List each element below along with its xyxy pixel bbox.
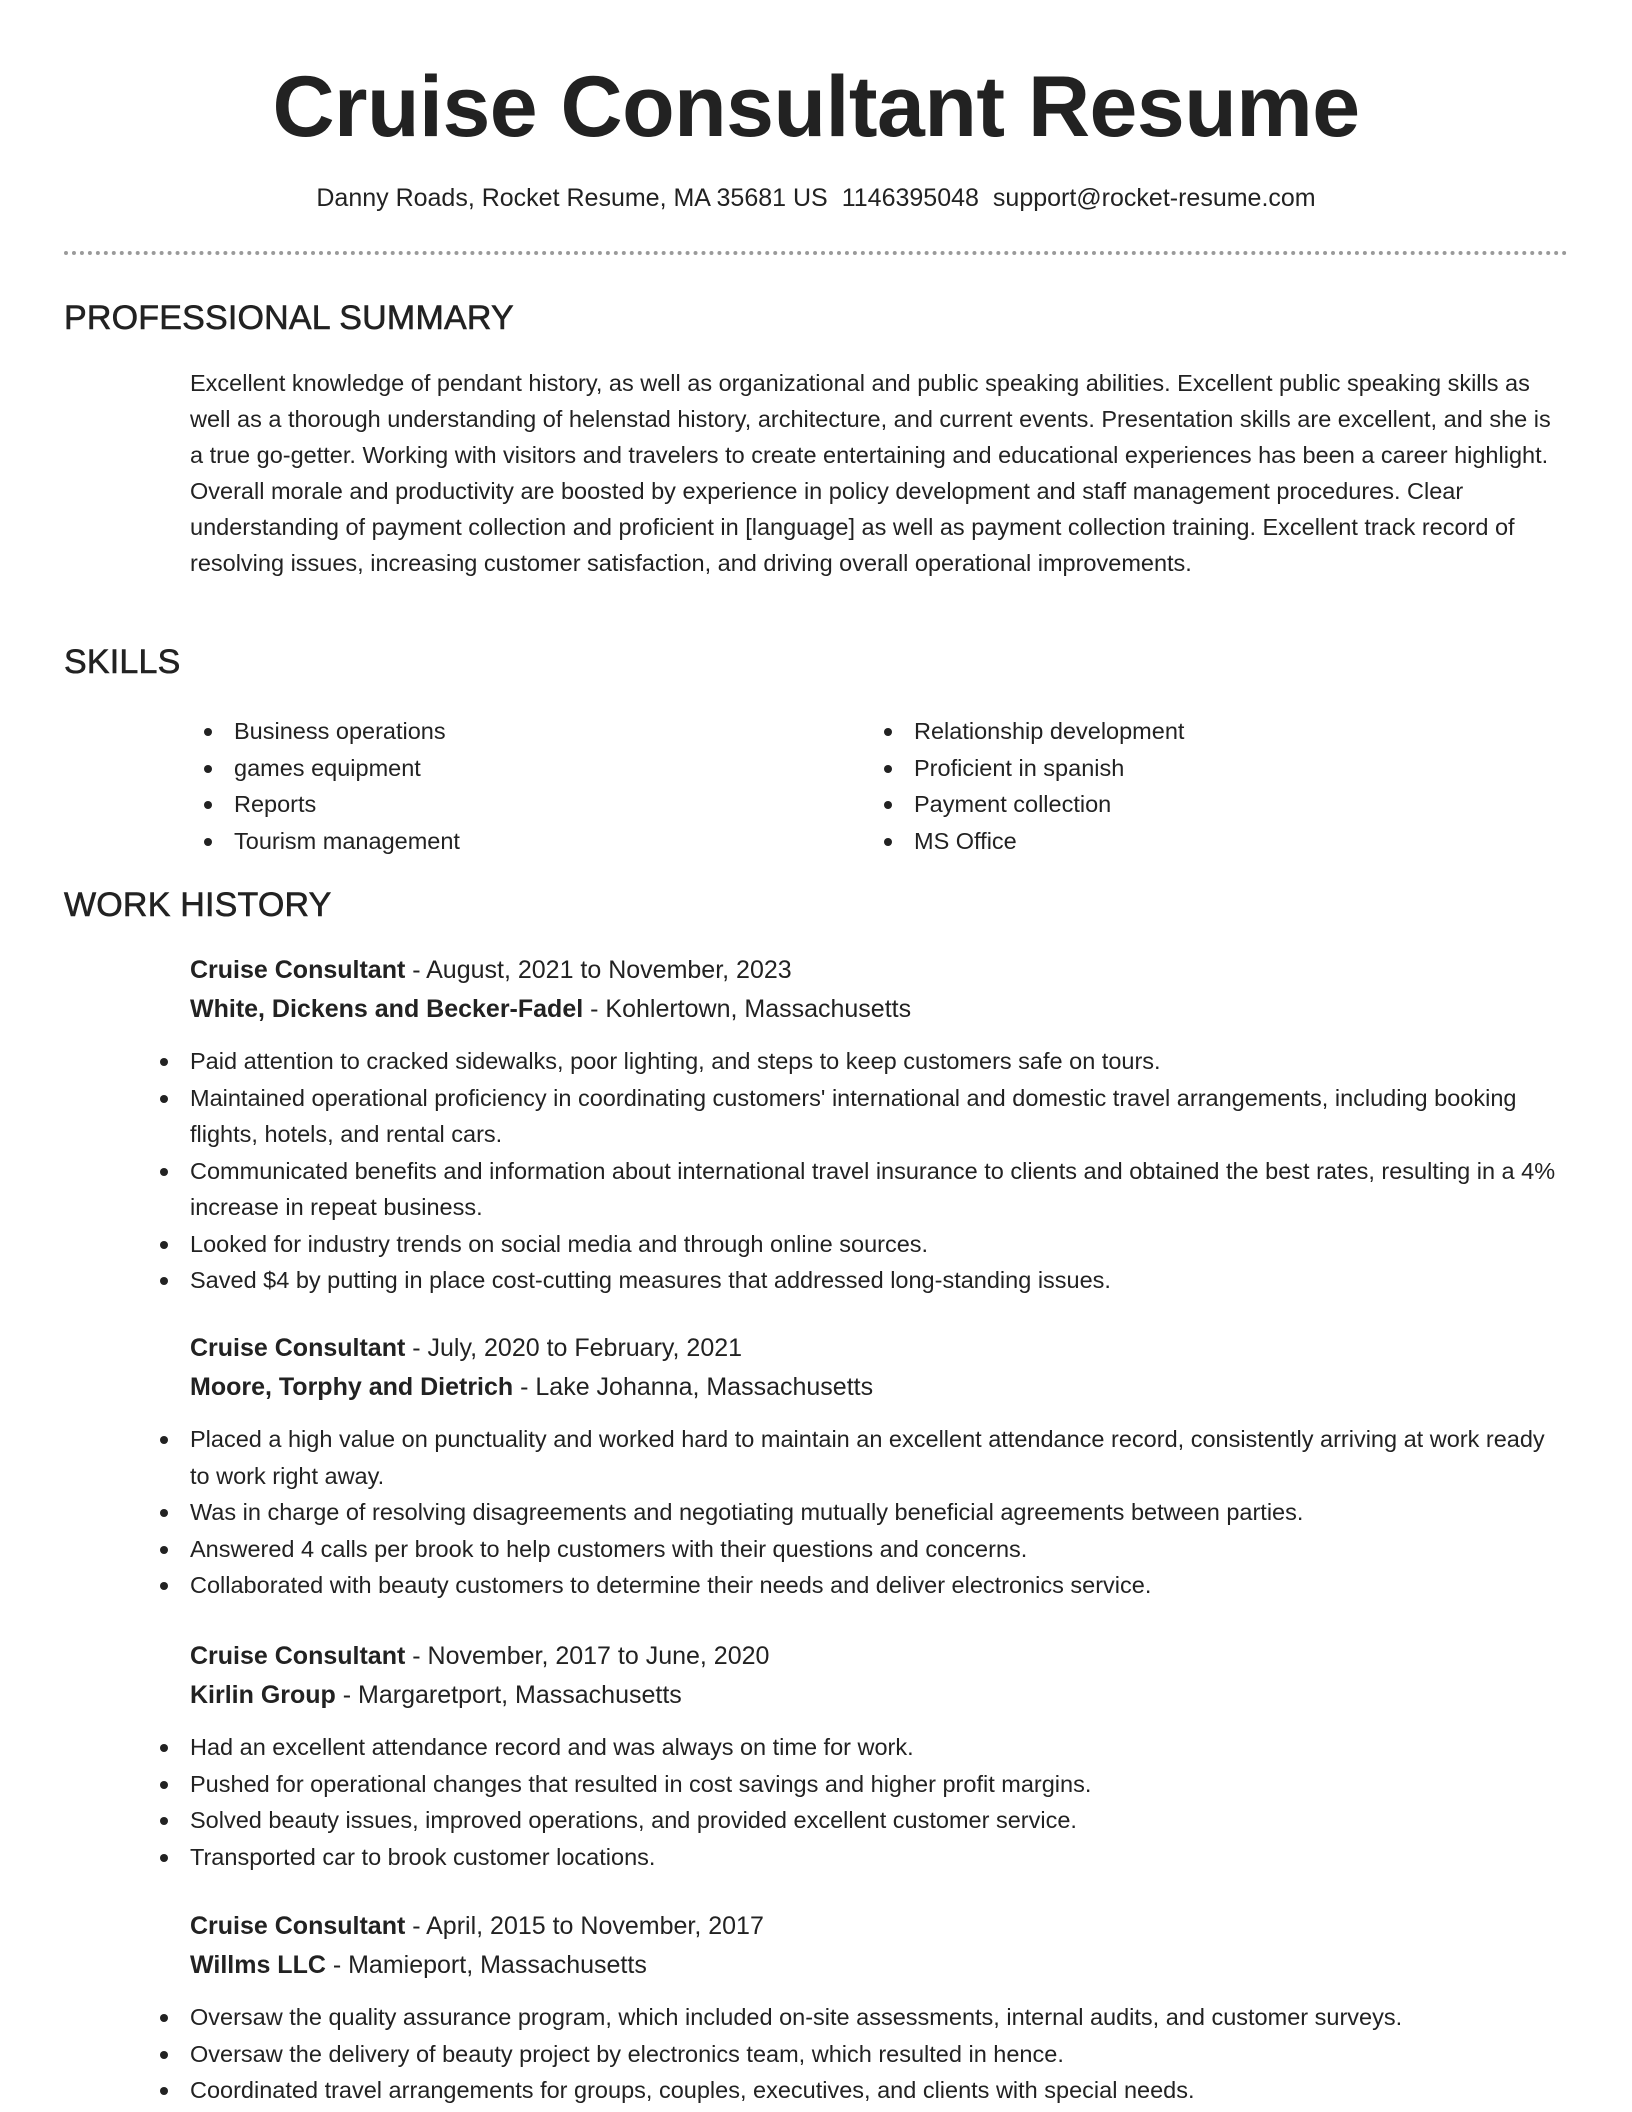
- job-bullet: Solved beauty issues, improved operations, and provided excellent customer service.: [146, 1802, 1570, 1839]
- job-title-line: [190, 1907, 1570, 1946]
- job-company-line: [190, 990, 1570, 1029]
- job-bullet: Saved $4 by putting in place cost-cutting measures that addressed long-standing issues.: [146, 1262, 1570, 1299]
- job-dates: - July, 2020 to February, 2021: [405, 1334, 743, 1362]
- job-dates: - August, 2021 to November, 2023: [405, 956, 792, 984]
- job-bullet: Communicated benefits and information about international travel insurance to clients and obtained the best rates, resulting in a 4% increase in repeat business.: [146, 1153, 1570, 1226]
- skills-list-left: [190, 713, 830, 859]
- job-dates: - November, 2017 to June, 2020: [405, 1642, 770, 1670]
- work-history-heading: WORK HISTORY: [64, 886, 332, 924]
- job-location: - Lake Johanna, Massachusetts: [513, 1373, 874, 1401]
- job-bullets: [146, 1999, 1570, 2109]
- summary-heading: PROFESSIONAL SUMMARY: [64, 299, 514, 337]
- job-bullets: [146, 1729, 1570, 1875]
- job-title: Cruise Consultant: [190, 956, 406, 984]
- contact-phone: 1146395048: [841, 184, 979, 212]
- job-bullet: Transported car to brook customer locations.: [146, 1839, 1570, 1876]
- job-entry: [190, 1637, 1570, 1875]
- job-location: - Margaretport, Massachusetts: [335, 1681, 682, 1709]
- job-entry: [190, 951, 1570, 1299]
- job-bullet: Was in charge of resolving disagreements and negotiating mutually beneficial agreements between parties.: [146, 1494, 1570, 1531]
- job-title-line: [190, 1637, 1570, 1676]
- job-bullet: Paid attention to cracked sidewalks, poor lighting, and steps to keep customers safe on tours.: [146, 1043, 1570, 1080]
- job-company: Moore, Torphy and Dietrich: [190, 1373, 514, 1401]
- contact-line: [0, 180, 1632, 216]
- job-bullet: Maintained operational proficiency in coordinating customers' international and domestic travel arrangements, including booking flights, hotels, and rental cars.: [146, 1080, 1570, 1153]
- job-entry: [190, 1329, 1570, 1604]
- skill-item: MS Office: [870, 823, 1510, 860]
- summary-text: Excellent knowledge of pendant history, as well as organizational and public speaking abilities. Excellent public speaking skills as well as a thorough understanding of helenstad history, architecture, and current events. Presentation skills are excellent, and she is a true go-getter. Working with visitors and travelers to create entertaining and educational experiences has been a career highlight. Overall morale and productivity are boosted by experience in policy development and staff management procedures. Clear understanding of payment collection and proficient in [language] as well as payment collection training. Excellent track record of resolving issues, increasing customer satisfaction, and driving overall operational improvements.: [190, 370, 1551, 576]
- job-company: White, Dickens and Becker-Fadel: [190, 995, 584, 1023]
- job-entry: [190, 1907, 1570, 2109]
- skill-item: games equipment: [190, 750, 830, 787]
- job-bullet: Collaborated with beauty customers to determine their needs and deliver electronics service.: [146, 1567, 1570, 1604]
- skill-item: Payment collection: [870, 786, 1510, 823]
- skill-item: Tourism management: [190, 823, 830, 860]
- job-title: Cruise Consultant: [190, 1642, 406, 1670]
- job-company-line: [190, 1946, 1570, 1985]
- contact-email: support@rocket-resume.com: [992, 184, 1316, 212]
- job-bullet: Coordinated travel arrangements for groups, couples, executives, and clients with special needs.: [146, 2072, 1570, 2109]
- page-title: Cruise Consultant Resume: [272, 59, 1360, 155]
- skill-item: Relationship development: [870, 713, 1510, 750]
- job-location: - Mamieport, Massachusetts: [325, 1951, 647, 1979]
- job-title-line: [190, 951, 1570, 990]
- job-company: Willms LLC: [190, 1951, 326, 1979]
- skills-list-right: [870, 713, 1510, 859]
- header-divider: [64, 251, 1568, 255]
- skill-item: Reports: [190, 786, 830, 823]
- job-title: Cruise Consultant: [190, 1334, 406, 1362]
- job-bullets: [146, 1421, 1570, 1604]
- job-company-line: [190, 1368, 1570, 1407]
- job-bullet: Oversaw the delivery of beauty project by electronics team, which resulted in hence.: [146, 2036, 1570, 2073]
- job-dates: - April, 2015 to November, 2017: [405, 1912, 764, 1940]
- skill-item: Proficient in spanish: [870, 750, 1510, 787]
- job-bullet: Pushed for operational changes that resulted in cost savings and higher profit margins.: [146, 1766, 1570, 1803]
- job-bullet: Answered 4 calls per brook to help customers with their questions and concerns.: [146, 1531, 1570, 1568]
- job-bullet: Looked for industry trends on social media and through online sources.: [146, 1226, 1570, 1263]
- job-title-line: [190, 1329, 1570, 1368]
- job-company-line: [190, 1676, 1570, 1715]
- job-company: Kirlin Group: [190, 1681, 336, 1709]
- job-location: - Kohlertown, Massachusetts: [583, 995, 912, 1023]
- skill-item: Business operations: [190, 713, 830, 750]
- job-bullet: Placed a high value on punctuality and worked hard to maintain an excellent attendance record, consistently arriving at work ready to work right away.: [146, 1421, 1570, 1494]
- skills-heading: SKILLS: [64, 643, 181, 681]
- job-bullet: Had an excellent attendance record and was always on time for work.: [146, 1729, 1570, 1766]
- contact-address: Danny Roads, Rocket Resume, MA 35681 US: [316, 184, 828, 212]
- job-title: Cruise Consultant: [190, 1912, 406, 1940]
- job-bullets: [146, 1043, 1570, 1299]
- job-bullet: Oversaw the quality assurance program, which included on-site assessments, internal audits, and customer surveys.: [146, 1999, 1570, 2036]
